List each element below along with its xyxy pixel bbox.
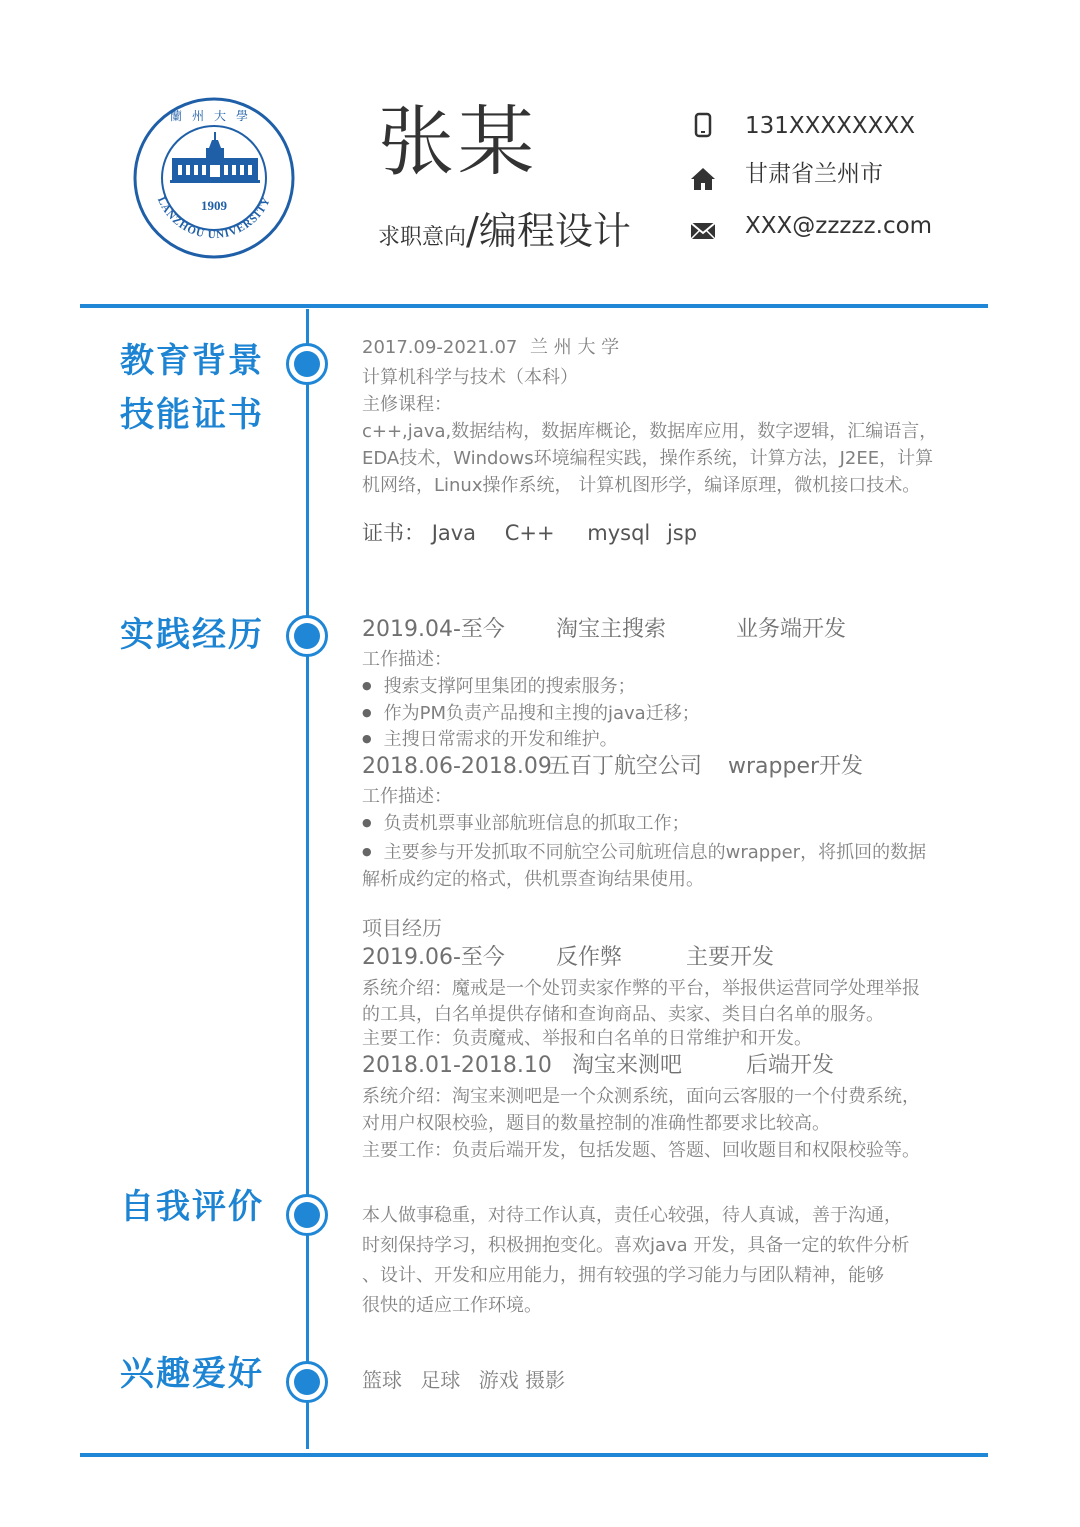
university-logo xyxy=(132,96,297,261)
cert-label: 证书： xyxy=(362,521,425,545)
cert-item: mysql xyxy=(587,521,651,545)
section-title-education: 教育背景 xyxy=(120,341,264,381)
job-date: 2019.04-至今 xyxy=(362,617,505,642)
job-role: wrapper开发 xyxy=(728,754,864,779)
job-company: 淘宝主搜索 xyxy=(556,617,667,642)
project-line: 主要工作：负责魔戒、举报和白名单的日常维护和开发。 xyxy=(362,1028,812,1049)
intent-label: 求职意向 xyxy=(378,225,467,250)
home-icon xyxy=(690,166,716,192)
projects-title: 项目经历 xyxy=(362,916,442,940)
cert-item: Java xyxy=(431,521,477,545)
top-divider xyxy=(80,304,988,308)
courses-line: 机网络，Linux操作系统， 计算机图形学，编译原理，微机接口技术。 xyxy=(362,475,921,496)
self-eval-line: 、设计、开发和应用能力，拥有较强的学习能力与团队精神，能够 xyxy=(362,1265,884,1286)
timeline-dot-practice xyxy=(285,614,329,658)
job-desc-label: 工作描述： xyxy=(362,649,452,670)
job-date: 2018.06-2018.09 xyxy=(362,754,552,779)
section-title-hobby: 兴趣爱好 xyxy=(120,1354,264,1394)
timeline-line xyxy=(306,309,309,1449)
job-bullet: ● 主要参与开发抓取不同航空公司航班信息的wrapper，将抓回的数据 xyxy=(362,844,926,862)
project-line: 的工具，白名单提供存储和查询商品、卖家、类目白名单的服务。 xyxy=(362,1004,884,1025)
self-eval-line: 时刻保持学习，积极拥抱变化。喜欢java 开发，具备一定的软件分析 xyxy=(362,1235,910,1256)
intent-value: 编程设计 xyxy=(478,209,631,253)
self-eval-line: 很快的适应工作环境。 xyxy=(362,1295,542,1316)
project-line: 对用户权限校验，题目的数量控制的准确性都要求比较高。 xyxy=(362,1113,830,1134)
timeline-dot-hobby xyxy=(285,1360,329,1404)
project-date: 2018.01-2018.10 xyxy=(362,1053,552,1078)
logo-year: 1909 xyxy=(201,198,227,213)
courses-line: c++,java,数据结构，数据库概论，数据库应用，数字逻辑，汇编语言， xyxy=(362,421,938,442)
project-name: 反作弊 xyxy=(556,945,623,970)
phone-number[interactable]: 131XXXXXXXX xyxy=(745,113,915,139)
timeline-dot-self-eval xyxy=(285,1193,329,1237)
logo-english: LANZHOU UNIVERSITY xyxy=(154,195,274,242)
project-line: 主要工作：负责后端开发，包括发题、答题、回收题目和权限校验等。 xyxy=(362,1140,920,1161)
email[interactable]: XXX@zzzzz.com xyxy=(745,213,933,239)
hobby-item: 篮球 xyxy=(362,1368,402,1392)
cert-item: C++ xyxy=(504,521,555,545)
candidate-name: 张某 xyxy=(378,97,538,186)
section-title-self-eval: 自我评价 xyxy=(120,1187,264,1227)
intent-separator: / xyxy=(466,209,479,253)
job-bullet: ● 作为PM负责产品搜和主搜的java迁移； xyxy=(362,705,700,723)
education-major: 计算机科学与技术（本科） xyxy=(362,367,578,388)
cert-item: jsp xyxy=(666,521,698,545)
bottom-divider xyxy=(80,1453,988,1457)
project-line: 系统介绍：魔戒是一个处罚卖家作弊的平台，举报供运营同学处理举报 xyxy=(362,978,920,999)
job-desc-label: 工作描述： xyxy=(362,786,452,807)
courses-line: EDA技术，Windows环境编程实践，操作系统，计算方法，J2EE，计算 xyxy=(362,448,934,469)
project-line: 系统介绍：淘宝来测吧是一个众测系统，面向云客服的一个付费系统， xyxy=(362,1086,920,1107)
phone-icon xyxy=(690,112,716,138)
logo-chinese: 蘭州大學 xyxy=(169,109,259,123)
job-bullet: ● 搜索支撑阿里集团的搜索服务； xyxy=(362,678,636,696)
education-date: 2017.09-2021.07 xyxy=(362,337,518,358)
job-role: 业务端开发 xyxy=(736,617,847,642)
project-date: 2019.06-至今 xyxy=(362,945,505,970)
job-company: 五百丁航空公司 xyxy=(548,754,703,779)
job-intent xyxy=(378,200,631,255)
job-bullet-continuation: 解析成约定的格式，供机票查询结果使用。 xyxy=(362,869,704,890)
hobby-item: 足球 xyxy=(420,1368,461,1392)
lanzhou-university-seal-icon xyxy=(132,96,297,261)
section-title-practice: 实践经历 xyxy=(120,615,264,655)
project-role: 主要开发 xyxy=(686,945,775,970)
education-school: 兰 州 大 学 xyxy=(530,337,620,358)
hobby-item: 游戏 xyxy=(478,1368,519,1392)
address: 甘肃省兰州市 xyxy=(745,161,883,187)
hobby-item: 摄影 xyxy=(525,1368,566,1392)
job-bullet: ● 负责机票事业部航班信息的抓取工作； xyxy=(362,815,690,833)
courses-label: 主修课程： xyxy=(362,394,452,415)
project-role: 后端开发 xyxy=(746,1053,835,1078)
certificates xyxy=(362,523,697,544)
section-title-skills: 技能证书 xyxy=(120,395,264,435)
mail-icon xyxy=(690,218,716,244)
self-eval-line: 本人做事稳重，对待工作认真，责任心较强，待人真诚，善于沟通， xyxy=(362,1205,902,1226)
hobby-list xyxy=(362,1370,565,1390)
project-name: 淘宝来测吧 xyxy=(572,1053,683,1078)
timeline-dot-education xyxy=(285,342,329,386)
job-bullet: ● 主搜日常需求的开发和维护。 xyxy=(362,731,618,749)
